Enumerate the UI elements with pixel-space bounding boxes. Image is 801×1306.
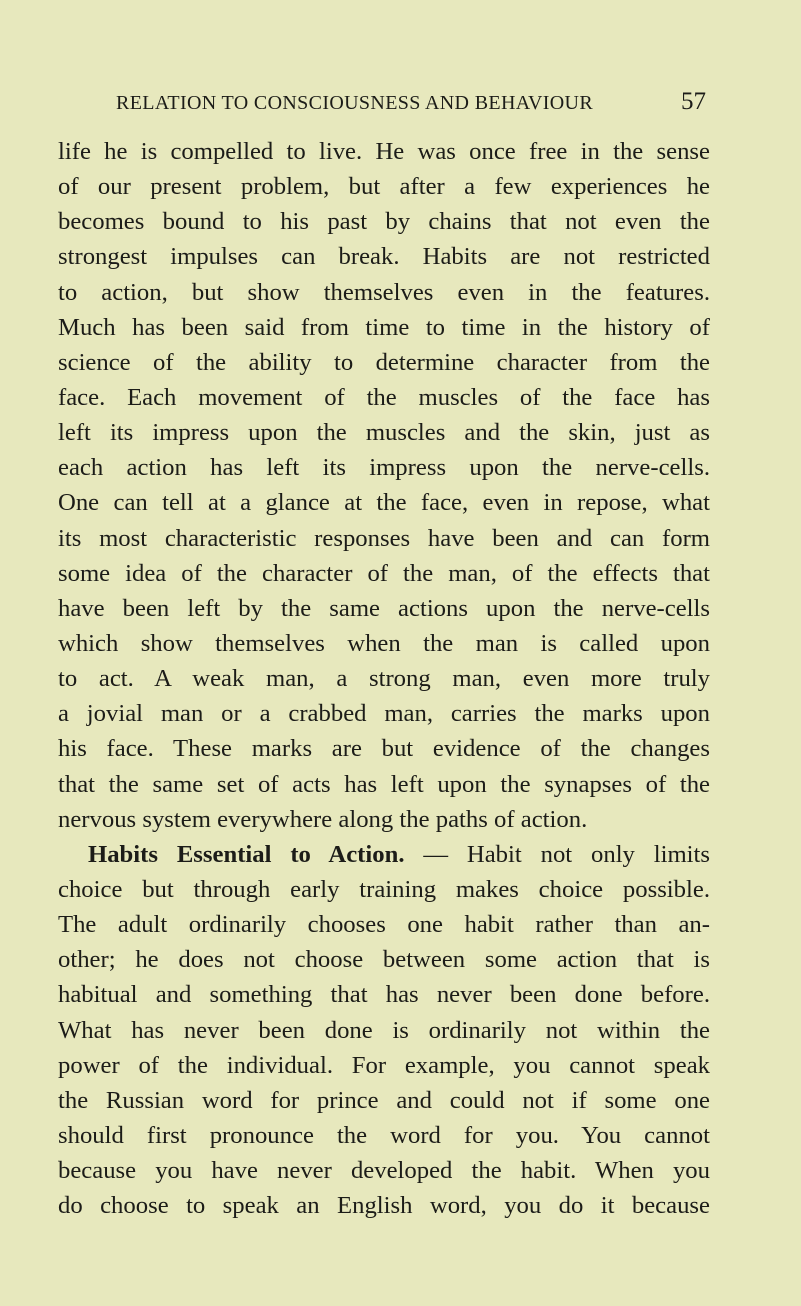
text-line: do choose to speak an English word, you do it because <box>58 1192 710 1220</box>
text-line: One can tell at a glance at the face, even in repose, what <box>58 489 710 517</box>
text-line: The adult ordinarily chooses one habit rather than an- <box>58 911 710 939</box>
body-text <box>58 134 710 1223</box>
text-line: nervous system everywhere along the paths of action. <box>58 805 588 833</box>
text-line: the Russian word for prince and could not if some one <box>58 1086 710 1114</box>
text-line: science of the ability to determine character from the <box>58 348 710 376</box>
text-line: to action, but show themselves even in the features. <box>58 278 710 306</box>
text-line: a jovial man or a crabbed man, carries the marks upon <box>58 700 710 728</box>
text-line: Much has been said from time to time in the history of <box>58 313 710 341</box>
text-line: each action has left its impress upon the nerve-cells. <box>58 454 710 482</box>
text-line: power of the individual. For example, you cannot speak <box>58 1051 710 1079</box>
text-line: that the same set of acts has left upon the synapses of the <box>58 770 710 798</box>
text-line: some idea of the character of the man, of the effects that <box>58 559 710 587</box>
text-line: have been left by the same actions upon the nerve-cells <box>58 594 710 622</box>
text-line: becomes bound to his past by chains that not even the <box>58 208 710 236</box>
page-number: 57 <box>681 88 706 115</box>
text-line: to act. A weak man, a strong man, even more truly <box>58 665 710 693</box>
text-line: What has never been done is ordinarily not within the <box>58 1016 710 1044</box>
text-line: life he is compelled to live. He was once free in the sense <box>58 138 710 165</box>
running-header <box>116 88 706 118</box>
section-first-line <box>58 837 710 872</box>
text-line: choice but through early training makes choice possible. <box>58 875 710 903</box>
text-line: his face. These marks are but evidence of the changes <box>58 735 710 763</box>
text-line: habitual and something that has never been done before. <box>58 981 710 1009</box>
text-line: which show themselves when the man is called upon <box>58 629 710 657</box>
running-title: RELATION TO CONSCIOUSNESS AND BEHAVIOUR <box>116 92 594 114</box>
text-line: strongest impulses can break. Habits are not restricted <box>58 243 710 271</box>
text-line: left its impress upon the muscles and the skin, just as <box>58 419 710 447</box>
text-line: should first pronounce the word for you. You cannot <box>58 1121 710 1149</box>
text-line: other; he does not choose between some action that is <box>58 946 710 974</box>
text-line: of our present problem, but after a few experiences he <box>58 173 710 201</box>
section-heading: Habits Essential to Action. <box>88 840 405 868</box>
text-line: face. Each movement of the muscles of the face has <box>58 383 710 411</box>
section-first-line-text: — Habit not only limits <box>404 840 710 868</box>
text-line: its most characteristic responses have been and can form <box>58 524 710 552</box>
text-line: because you have never developed the habit. When you <box>58 1157 710 1185</box>
